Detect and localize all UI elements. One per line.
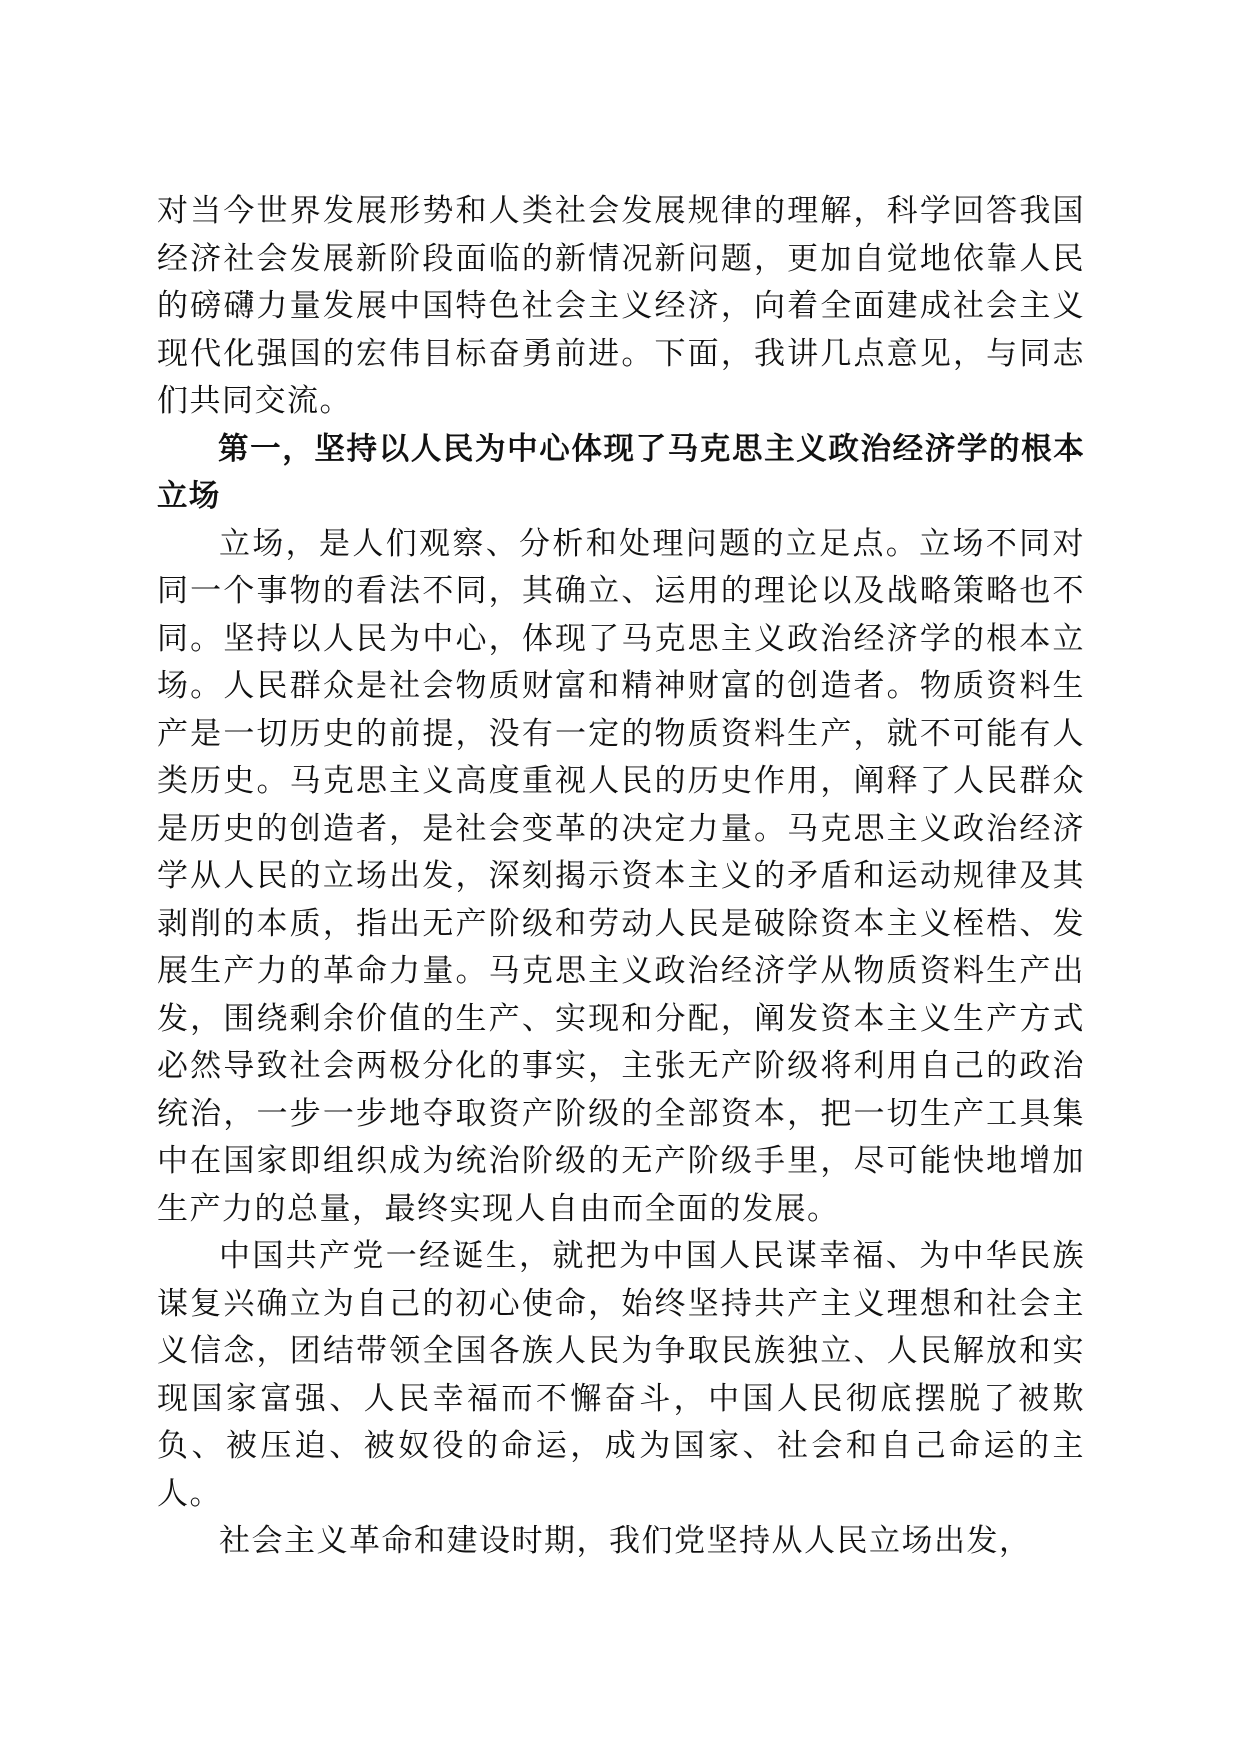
section-heading-1: 第一，坚持以人民为中心体现了马克思主义政治经济学的根本立场 (157, 431, 1085, 514)
paragraph-section-1-3: 社会主义革命和建设时期，我们党坚持从人民立场出发， (219, 1523, 1032, 1559)
paragraph-section-1-1: 立场，是人们观察、分析和处理问题的立足点。立场不同对同一个事物的看法不同，其确立、运用的理论以及战略策略也不同。坚持以人民为中心，体现了马克思主义政治经济学的根本立场。人民群众是社会物质财富和精神财富的创造者。物质资料生产是一切历史的前提，没有一定的物质资料生产，就不可能有人类历史。马克思主义高度重视人民的历史作用，阐释了人民群众是历史的创造者，是社会变革的决定力量。马克思主义政治经济学从人民的立场出发，深刻揭示资本主义的矛盾和运动规律及其剥削的本质，指出无产阶级和劳动人民是破除资本主义桎梏、发展生产力的革命力量。马克思主义政治经济学从物质资料生产出发，围绕剩余价值的生产、实现和分配，阐发资本主义生产方式必然导致社会两极分化的事实，主张无产阶级将利用自己的政治统治，一步一步地夺取资产阶级的全部资本，把一切生产工具集中在国家即组织成为统治阶级的无产阶级手里，尽可能快地增加生产力的总量，最终实现人自由而全面的发展。 (157, 525, 1085, 1227)
paragraph-intro-continuation: 对当今世界发展形势和人类社会发展规律的理解，科学回答我国经济社会发展新阶段面临的新情况新问题，更加自觉地依靠人民的磅礴力量发展中国特色社会主义经济，向着全面建成社会主义现代化强国的宏伟目标奋勇前进。下面，我讲几点意见，与同志们共同交流。 (157, 193, 1085, 419)
paragraph-section-1-2: 中国共产党一经诞生，就把为中国人民谋幸福、为中华民族谋复兴确立为自己的初心使命，始终坚持共产主义理想和社会主义信念，团结带领全国各族人民为争取民族独立、人民解放和实现国家富强、人民幸福而不懈奋斗，中国人民彻底摆脱了被欺负、被压迫、被奴役的命运，成为国家、社会和自己命运的主人。 (157, 1238, 1085, 1512)
document-body (157, 188, 1085, 1566)
